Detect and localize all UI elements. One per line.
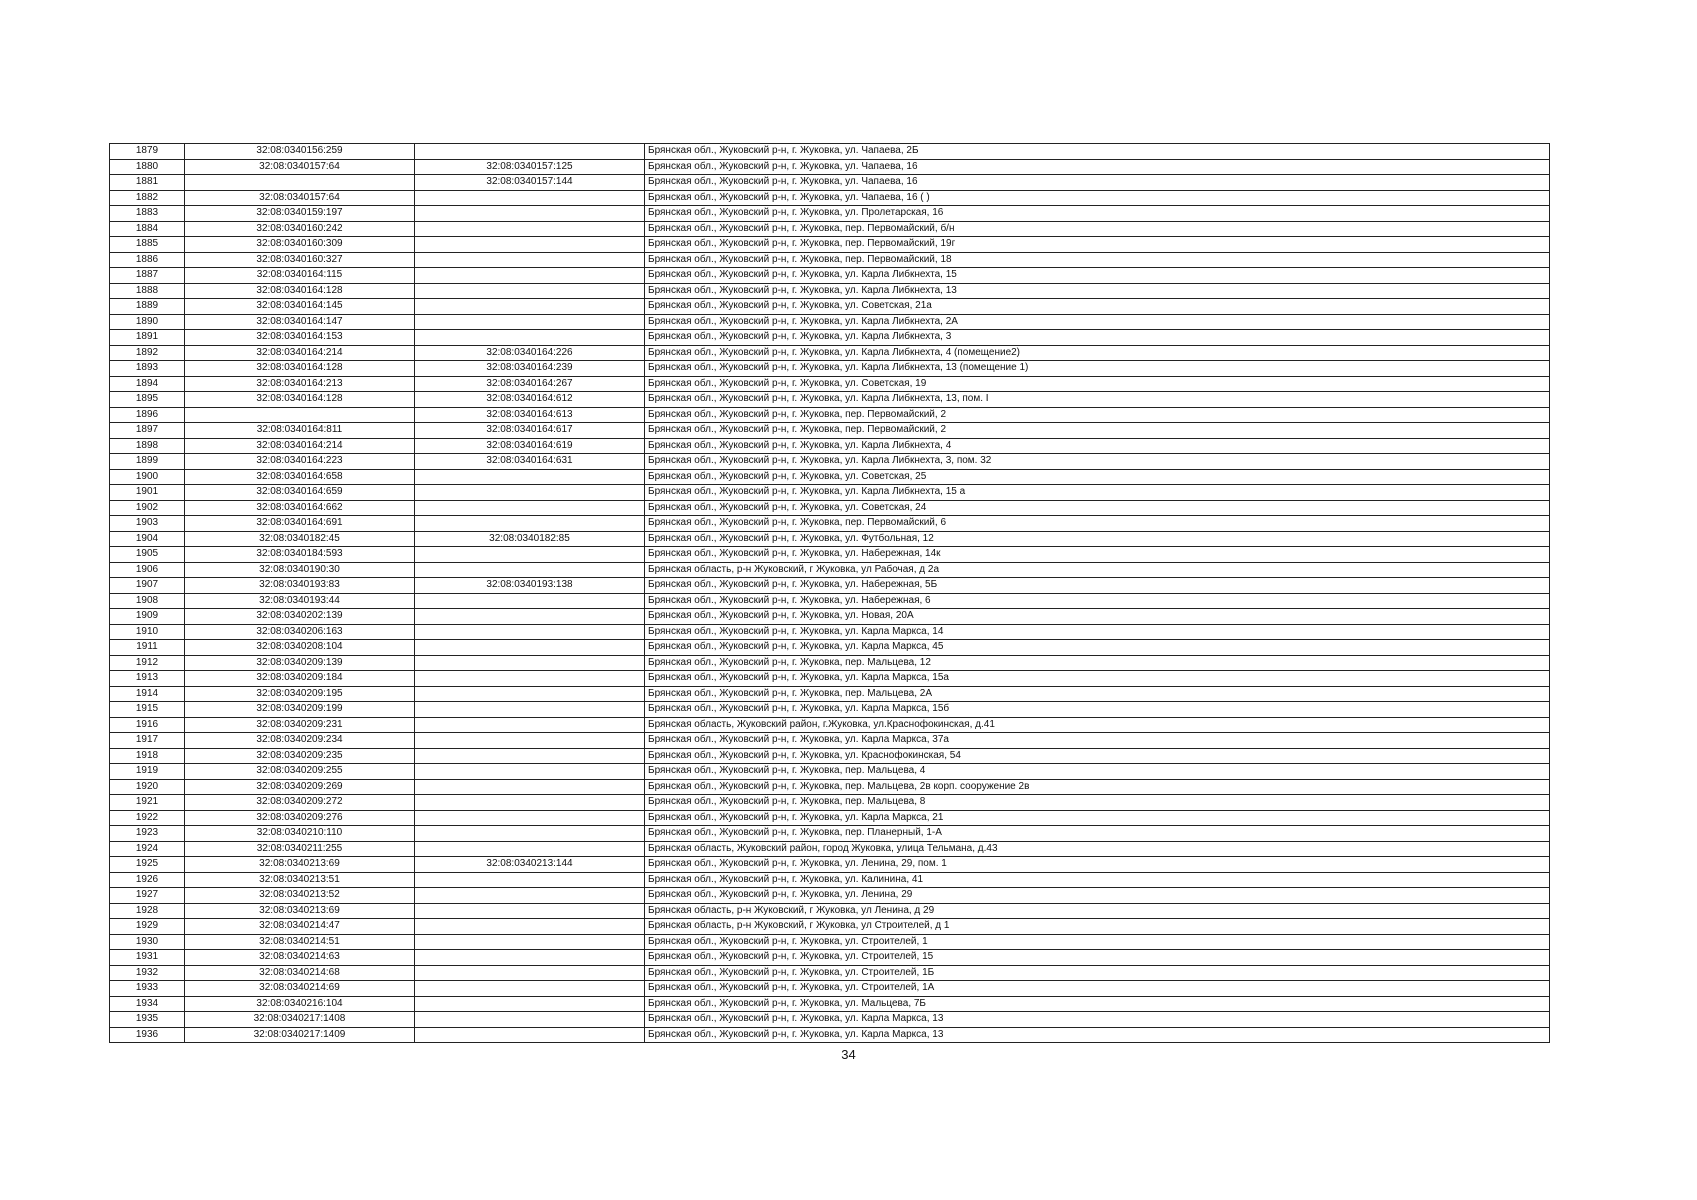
row-number-cell: 1891 (110, 330, 185, 346)
row-number-cell: 1895 (110, 392, 185, 408)
table-row (110, 779, 1550, 795)
table-row (110, 640, 1550, 656)
address-cell: Брянская обл., Жуковский р-н, г. Жуковка, ул. Карла Либкнехта, 4 (помещение2) (645, 345, 1550, 361)
related-cadastral-number-cell (415, 547, 645, 563)
address-cell: Брянская обл., Жуковский р-н, г. Жуковка, ул. Карла Либкнехта, 2А (645, 314, 1550, 330)
cadastral-number-cell: 32:08:0340182:45 (185, 531, 415, 547)
address-cell: Брянская область, Жуковский район, г.Жуковка, ул.Краснофокинская, д.41 (645, 717, 1550, 733)
cadastral-number-cell: 32:08:0340214:68 (185, 965, 415, 981)
property-table-body (110, 144, 1550, 1043)
cadastral-number-cell: 32:08:0340213:69 (185, 857, 415, 873)
table-row (110, 671, 1550, 687)
cadastral-number-cell: 32:08:0340209:199 (185, 702, 415, 718)
table-row (110, 919, 1550, 935)
related-cadastral-number-cell: 32:08:0340164:612 (415, 392, 645, 408)
related-cadastral-number-cell: 32:08:0340164:619 (415, 438, 645, 454)
address-cell: Брянская обл., Жуковский р-н, г. Жуковка, пер. Планерный, 1-А (645, 826, 1550, 842)
address-cell: Брянская обл., Жуковский р-н, г. Жуковка, ул. Карла Маркса, 13 (645, 1012, 1550, 1028)
address-cell: Брянская область, р-н Жуковский, г Жуковка, ул Рабочая, д 2а (645, 562, 1550, 578)
address-cell: Брянская обл., Жуковский р-н, г. Жуковка, пер. Мальцева, 8 (645, 795, 1550, 811)
related-cadastral-number-cell (415, 795, 645, 811)
row-number-cell: 1892 (110, 345, 185, 361)
row-number-cell: 1924 (110, 841, 185, 857)
row-number-cell: 1926 (110, 872, 185, 888)
row-number-cell: 1889 (110, 299, 185, 315)
cadastral-number-cell: 32:08:0340209:255 (185, 764, 415, 780)
related-cadastral-number-cell: 32:08:0340164:239 (415, 361, 645, 377)
address-cell: Брянская обл., Жуковский р-н, г. Жуковка, пер. Мальцева, 2А (645, 686, 1550, 702)
related-cadastral-number-cell (415, 950, 645, 966)
address-cell: Брянская обл., Жуковский р-н, г. Жуковка, ул. Советская, 19 (645, 376, 1550, 392)
row-number-cell: 1911 (110, 640, 185, 656)
cadastral-number-cell: 32:08:0340214:63 (185, 950, 415, 966)
address-cell: Брянская область, Жуковский район, город Жуковка, улица Тельмана, д.43 (645, 841, 1550, 857)
table-row (110, 1027, 1550, 1043)
related-cadastral-number-cell (415, 888, 645, 904)
related-cadastral-number-cell: 32:08:0340157:125 (415, 159, 645, 175)
cadastral-number-cell: 32:08:0340164:658 (185, 469, 415, 485)
row-number-cell: 1901 (110, 485, 185, 501)
table-row (110, 903, 1550, 919)
table-row (110, 965, 1550, 981)
row-number-cell: 1913 (110, 671, 185, 687)
row-number-cell: 1893 (110, 361, 185, 377)
cadastral-number-cell: 32:08:0340193:44 (185, 593, 415, 609)
address-cell: Брянская обл., Жуковский р-н, г. Жуковка, ул. Краснофокинская, 54 (645, 748, 1550, 764)
cadastral-number-cell: 32:08:0340164:128 (185, 361, 415, 377)
cadastral-number-cell (185, 407, 415, 423)
cadastral-number-cell: 32:08:0340217:1409 (185, 1027, 415, 1043)
cadastral-number-cell: 32:08:0340160:327 (185, 252, 415, 268)
related-cadastral-number-cell (415, 810, 645, 826)
table-row (110, 888, 1550, 904)
row-number-cell: 1936 (110, 1027, 185, 1043)
cadastral-number-cell: 32:08:0340157:64 (185, 190, 415, 206)
row-number-cell: 1883 (110, 206, 185, 222)
related-cadastral-number-cell (415, 516, 645, 532)
table-row (110, 314, 1550, 330)
related-cadastral-number-cell (415, 764, 645, 780)
cadastral-number-cell (185, 175, 415, 191)
table-row (110, 175, 1550, 191)
table-row (110, 500, 1550, 516)
address-cell: Брянская обл., Жуковский р-н, г. Жуковка, ул. Карла Либкнехта, 13, пом. I (645, 392, 1550, 408)
related-cadastral-number-cell (415, 733, 645, 749)
table-row (110, 144, 1550, 160)
row-number-cell: 1908 (110, 593, 185, 609)
related-cadastral-number-cell (415, 500, 645, 516)
cadastral-number-cell: 32:08:0340209:272 (185, 795, 415, 811)
address-cell: Брянская обл., Жуковский р-н, г. Жуковка, ул. Советская, 21а (645, 299, 1550, 315)
related-cadastral-number-cell (415, 671, 645, 687)
row-number-cell: 1882 (110, 190, 185, 206)
row-number-cell: 1896 (110, 407, 185, 423)
cadastral-number-cell: 32:08:0340164:662 (185, 500, 415, 516)
related-cadastral-number-cell: 32:08:0340182:85 (415, 531, 645, 547)
table-row (110, 469, 1550, 485)
row-number-cell: 1899 (110, 454, 185, 470)
address-cell: Брянская обл., Жуковский р-н, г. Жуковка, пер. Первомайский, 19г (645, 237, 1550, 253)
related-cadastral-number-cell (415, 252, 645, 268)
cadastral-number-cell: 32:08:0340214:47 (185, 919, 415, 935)
address-cell: Брянская обл., Жуковский р-н, г. Жуковка, ул. Набережная, 5Б (645, 578, 1550, 594)
cadastral-number-cell: 32:08:0340214:69 (185, 981, 415, 997)
table-row (110, 407, 1550, 423)
row-number-cell: 1885 (110, 237, 185, 253)
row-number-cell: 1903 (110, 516, 185, 532)
cadastral-number-cell: 32:08:0340160:242 (185, 221, 415, 237)
related-cadastral-number-cell (415, 1027, 645, 1043)
row-number-cell: 1934 (110, 996, 185, 1012)
cadastral-number-cell: 32:08:0340206:163 (185, 624, 415, 640)
table-row (110, 237, 1550, 253)
cadastral-number-cell: 32:08:0340209:276 (185, 810, 415, 826)
row-number-cell: 1927 (110, 888, 185, 904)
address-cell: Брянская обл., Жуковский р-н, г. Жуковка, пер. Мальцева, 2в корп. сооружение 2в (645, 779, 1550, 795)
table-row (110, 810, 1550, 826)
row-number-cell: 1916 (110, 717, 185, 733)
address-cell: Брянская обл., Жуковский р-н, г. Жуковка, ул. Карла Маркса, 37а (645, 733, 1550, 749)
cadastral-number-cell: 32:08:0340164:811 (185, 423, 415, 439)
table-row (110, 485, 1550, 501)
related-cadastral-number-cell (415, 919, 645, 935)
table-row (110, 764, 1550, 780)
address-cell: Брянская обл., Жуковский р-н, г. Жуковка, ул. Ленина, 29 (645, 888, 1550, 904)
table-row (110, 299, 1550, 315)
related-cadastral-number-cell: 32:08:0340164:631 (415, 454, 645, 470)
table-row (110, 841, 1550, 857)
address-cell: Брянская обл., Жуковский р-н, г. Жуковка, пер. Первомайский, 18 (645, 252, 1550, 268)
address-cell: Брянская обл., Жуковский р-н, г. Жуковка, ул. Карла Маркса, 21 (645, 810, 1550, 826)
related-cadastral-number-cell (415, 237, 645, 253)
table-row (110, 857, 1550, 873)
row-number-cell: 1904 (110, 531, 185, 547)
address-cell: Брянская обл., Жуковский р-н, г. Жуковка, ул. Карла Маркса, 14 (645, 624, 1550, 640)
row-number-cell: 1900 (110, 469, 185, 485)
address-cell: Брянская обл., Жуковский р-н, г. Жуковка, пер. Первомайский, 6 (645, 516, 1550, 532)
row-number-cell: 1906 (110, 562, 185, 578)
address-cell: Брянская обл., Жуковский р-н, г. Жуковка, ул. Пролетарская, 16 (645, 206, 1550, 222)
address-cell: Брянская обл., Жуковский р-н, г. Жуковка, ул. Калинина, 41 (645, 872, 1550, 888)
cadastral-number-cell: 32:08:0340213:51 (185, 872, 415, 888)
address-cell: Брянская обл., Жуковский р-н, г. Жуковка, пер. Мальцева, 4 (645, 764, 1550, 780)
address-cell: Брянская обл., Жуковский р-н, г. Жуковка, ул. Строителей, 1Б (645, 965, 1550, 981)
address-cell: Брянская область, р-н Жуковский, г Жуковка, ул Строителей, д 1 (645, 919, 1550, 935)
address-cell: Брянская обл., Жуковский р-н, г. Жуковка, пер. Мальцева, 12 (645, 655, 1550, 671)
table-row (110, 392, 1550, 408)
cadastral-number-cell: 32:08:0340209:195 (185, 686, 415, 702)
related-cadastral-number-cell (415, 562, 645, 578)
table-row (110, 330, 1550, 346)
table-row (110, 702, 1550, 718)
address-cell: Брянская обл., Жуковский р-н, г. Жуковка, ул. Карла Либкнехта, 3, пом. 32 (645, 454, 1550, 470)
related-cadastral-number-cell (415, 996, 645, 1012)
property-table (109, 143, 1550, 1043)
address-cell: Брянская обл., Жуковский р-н, г. Жуковка, ул. Новая, 20А (645, 609, 1550, 625)
table-row (110, 159, 1550, 175)
row-number-cell: 1933 (110, 981, 185, 997)
related-cadastral-number-cell (415, 283, 645, 299)
address-cell: Брянская обл., Жуковский р-н, г. Жуковка, ул. Советская, 25 (645, 469, 1550, 485)
cadastral-number-cell: 32:08:0340157:64 (185, 159, 415, 175)
address-cell: Брянская обл., Жуковский р-н, г. Жуковка, ул. Футбольная, 12 (645, 531, 1550, 547)
address-cell: Брянская обл., Жуковский р-н, г. Жуковка, ул. Советская, 24 (645, 500, 1550, 516)
related-cadastral-number-cell: 32:08:0340157:144 (415, 175, 645, 191)
related-cadastral-number-cell (415, 655, 645, 671)
address-cell: Брянская обл., Жуковский р-н, г. Жуковка, ул. Набережная, 14к (645, 547, 1550, 563)
related-cadastral-number-cell (415, 144, 645, 160)
table-row (110, 1012, 1550, 1028)
table-row (110, 206, 1550, 222)
address-cell: Брянская обл., Жуковский р-н, г. Жуковка, ул. Строителей, 15 (645, 950, 1550, 966)
table-row (110, 609, 1550, 625)
address-cell: Брянская обл., Жуковский р-н, г. Жуковка, ул. Карла Маркса, 45 (645, 640, 1550, 656)
address-cell: Брянская обл., Жуковский р-н, г. Жуковка, ул. Мальцева, 7Б (645, 996, 1550, 1012)
row-number-cell: 1932 (110, 965, 185, 981)
row-number-cell: 1919 (110, 764, 185, 780)
cadastral-number-cell: 32:08:0340159:197 (185, 206, 415, 222)
table-row (110, 996, 1550, 1012)
row-number-cell: 1909 (110, 609, 185, 625)
address-cell: Брянская обл., Жуковский р-н, г. Жуковка, ул. Карла Либкнехта, 3 (645, 330, 1550, 346)
table-row (110, 423, 1550, 439)
cadastral-number-cell: 32:08:0340214:51 (185, 934, 415, 950)
cadastral-number-cell: 32:08:0340209:269 (185, 779, 415, 795)
row-number-cell: 1921 (110, 795, 185, 811)
cadastral-number-cell: 32:08:0340164:153 (185, 330, 415, 346)
table-row (110, 593, 1550, 609)
address-cell: Брянская обл., Жуковский р-н, г. Жуковка, ул. Карла Маркса, 15б (645, 702, 1550, 718)
related-cadastral-number-cell: 32:08:0340164:613 (415, 407, 645, 423)
row-number-cell: 1931 (110, 950, 185, 966)
address-cell: Брянская область, р-н Жуковский, г Жуковка, ул Ленина, д 29 (645, 903, 1550, 919)
related-cadastral-number-cell: 32:08:0340193:138 (415, 578, 645, 594)
table-row (110, 717, 1550, 733)
row-number-cell: 1918 (110, 748, 185, 764)
cadastral-number-cell: 32:08:0340156:259 (185, 144, 415, 160)
related-cadastral-number-cell (415, 702, 645, 718)
cadastral-number-cell: 32:08:0340213:52 (185, 888, 415, 904)
related-cadastral-number-cell (415, 1012, 645, 1028)
related-cadastral-number-cell (415, 841, 645, 857)
table-row (110, 531, 1550, 547)
table-row (110, 934, 1550, 950)
table-row (110, 252, 1550, 268)
table-row (110, 733, 1550, 749)
row-number-cell: 1914 (110, 686, 185, 702)
row-number-cell: 1925 (110, 857, 185, 873)
cadastral-number-cell: 32:08:0340209:184 (185, 671, 415, 687)
related-cadastral-number-cell (415, 190, 645, 206)
related-cadastral-number-cell (415, 965, 645, 981)
cadastral-number-cell: 32:08:0340217:1408 (185, 1012, 415, 1028)
table-row (110, 655, 1550, 671)
row-number-cell: 1923 (110, 826, 185, 842)
related-cadastral-number-cell (415, 206, 645, 222)
row-number-cell: 1897 (110, 423, 185, 439)
address-cell: Брянская обл., Жуковский р-н, г. Жуковка, пер. Первомайский, 2 (645, 423, 1550, 439)
table-row (110, 624, 1550, 640)
related-cadastral-number-cell (415, 593, 645, 609)
row-number-cell: 1881 (110, 175, 185, 191)
address-cell: Брянская обл., Жуковский р-н, г. Жуковка, ул. Карла Либкнехта, 4 (645, 438, 1550, 454)
address-cell: Брянская обл., Жуковский р-н, г. Жуковка, ул. Строителей, 1А (645, 981, 1550, 997)
row-number-cell: 1935 (110, 1012, 185, 1028)
row-number-cell: 1898 (110, 438, 185, 454)
table-row (110, 562, 1550, 578)
related-cadastral-number-cell (415, 469, 645, 485)
related-cadastral-number-cell (415, 686, 645, 702)
row-number-cell: 1929 (110, 919, 185, 935)
related-cadastral-number-cell (415, 934, 645, 950)
row-number-cell: 1894 (110, 376, 185, 392)
cadastral-number-cell: 32:08:0340211:255 (185, 841, 415, 857)
row-number-cell: 1920 (110, 779, 185, 795)
cadastral-number-cell: 32:08:0340216:104 (185, 996, 415, 1012)
table-row (110, 268, 1550, 284)
row-number-cell: 1905 (110, 547, 185, 563)
table-row (110, 981, 1550, 997)
cadastral-number-cell: 32:08:0340209:231 (185, 717, 415, 733)
related-cadastral-number-cell: 32:08:0340164:226 (415, 345, 645, 361)
row-number-cell: 1910 (110, 624, 185, 640)
related-cadastral-number-cell (415, 609, 645, 625)
related-cadastral-number-cell: 32:08:0340164:267 (415, 376, 645, 392)
row-number-cell: 1930 (110, 934, 185, 950)
cadastral-number-cell: 32:08:0340209:234 (185, 733, 415, 749)
related-cadastral-number-cell (415, 485, 645, 501)
table-row (110, 190, 1550, 206)
cadastral-number-cell: 32:08:0340164:213 (185, 376, 415, 392)
address-cell: Брянская обл., Жуковский р-н, г. Жуковка, ул. Карла Либкнехта, 15 (645, 268, 1550, 284)
cadastral-number-cell: 32:08:0340164:128 (185, 283, 415, 299)
row-number-cell: 1917 (110, 733, 185, 749)
row-number-cell: 1880 (110, 159, 185, 175)
address-cell: Брянская обл., Жуковский р-н, г. Жуковка, ул. Чапаева, 16 (645, 159, 1550, 175)
address-cell: Брянская обл., Жуковский р-н, г. Жуковка, ул. Карла Маркса, 15а (645, 671, 1550, 687)
table-row (110, 872, 1550, 888)
table-row (110, 516, 1550, 532)
related-cadastral-number-cell (415, 903, 645, 919)
row-number-cell: 1912 (110, 655, 185, 671)
related-cadastral-number-cell (415, 624, 645, 640)
cadastral-number-cell: 32:08:0340164:115 (185, 268, 415, 284)
related-cadastral-number-cell (415, 826, 645, 842)
table-row (110, 547, 1550, 563)
table-row (110, 826, 1550, 842)
address-cell: Брянская обл., Жуковский р-н, г. Жуковка, ул. Чапаева, 2Б (645, 144, 1550, 160)
cadastral-number-cell: 32:08:0340184:593 (185, 547, 415, 563)
table-row (110, 376, 1550, 392)
cadastral-number-cell: 32:08:0340164:214 (185, 345, 415, 361)
cadastral-number-cell: 32:08:0340202:139 (185, 609, 415, 625)
cadastral-number-cell: 32:08:0340209:139 (185, 655, 415, 671)
address-cell: Брянская обл., Жуковский р-н, г. Жуковка, ул. Карла Либкнехта, 15 а (645, 485, 1550, 501)
related-cadastral-number-cell (415, 314, 645, 330)
cadastral-number-cell: 32:08:0340193:83 (185, 578, 415, 594)
cadastral-number-cell: 32:08:0340164:659 (185, 485, 415, 501)
table-row (110, 361, 1550, 377)
address-cell: Брянская обл., Жуковский р-н, г. Жуковка, пер. Первомайский, 2 (645, 407, 1550, 423)
cadastral-number-cell: 32:08:0340190:30 (185, 562, 415, 578)
table-row (110, 748, 1550, 764)
related-cadastral-number-cell (415, 330, 645, 346)
table-row (110, 454, 1550, 470)
cadastral-number-cell: 32:08:0340209:235 (185, 748, 415, 764)
cadastral-number-cell: 32:08:0340164:223 (185, 454, 415, 470)
address-cell: Брянская обл., Жуковский р-н, г. Жуковка, ул. Строителей, 1 (645, 934, 1550, 950)
cadastral-number-cell: 32:08:0340213:69 (185, 903, 415, 919)
address-cell: Брянская обл., Жуковский р-н, г. Жуковка, пер. Первомайский, б/н (645, 221, 1550, 237)
address-cell: Брянская обл., Жуковский р-н, г. Жуковка, ул. Карла Маркса, 13 (645, 1027, 1550, 1043)
table-row (110, 578, 1550, 594)
table-row (110, 345, 1550, 361)
row-number-cell: 1884 (110, 221, 185, 237)
table-row (110, 686, 1550, 702)
address-cell: Брянская обл., Жуковский р-н, г. Жуковка, ул. Чапаева, 16 ( ) (645, 190, 1550, 206)
table-row (110, 950, 1550, 966)
row-number-cell: 1890 (110, 314, 185, 330)
table-row (110, 795, 1550, 811)
related-cadastral-number-cell (415, 981, 645, 997)
related-cadastral-number-cell: 32:08:0340164:617 (415, 423, 645, 439)
cadastral-number-cell: 32:08:0340164:147 (185, 314, 415, 330)
related-cadastral-number-cell (415, 872, 645, 888)
row-number-cell: 1922 (110, 810, 185, 826)
address-cell: Брянская обл., Жуковский р-н, г. Жуковка, ул. Карла Либкнехта, 13 (помещение 1) (645, 361, 1550, 377)
related-cadastral-number-cell (415, 717, 645, 733)
row-number-cell: 1879 (110, 144, 185, 160)
related-cadastral-number-cell: 32:08:0340213:144 (415, 857, 645, 873)
row-number-cell: 1886 (110, 252, 185, 268)
address-cell: Брянская обл., Жуковский р-н, г. Жуковка, ул. Карла Либкнехта, 13 (645, 283, 1550, 299)
related-cadastral-number-cell (415, 640, 645, 656)
address-cell: Брянская обл., Жуковский р-н, г. Жуковка, ул. Ленина, 29, пом. 1 (645, 857, 1550, 873)
table-row (110, 221, 1550, 237)
table-row (110, 283, 1550, 299)
row-number-cell: 1915 (110, 702, 185, 718)
related-cadastral-number-cell (415, 221, 645, 237)
cadastral-number-cell: 32:08:0340164:145 (185, 299, 415, 315)
cadastral-number-cell: 32:08:0340160:309 (185, 237, 415, 253)
cadastral-number-cell: 32:08:0340164:691 (185, 516, 415, 532)
address-cell: Брянская обл., Жуковский р-н, г. Жуковка, ул. Набережная, 6 (645, 593, 1550, 609)
table-row (110, 438, 1550, 454)
cadastral-number-cell: 32:08:0340164:214 (185, 438, 415, 454)
address-cell: Брянская обл., Жуковский р-н, г. Жуковка, ул. Чапаева, 16 (645, 175, 1550, 191)
row-number-cell: 1902 (110, 500, 185, 516)
cadastral-number-cell: 32:08:0340210:110 (185, 826, 415, 842)
related-cadastral-number-cell (415, 748, 645, 764)
row-number-cell: 1888 (110, 283, 185, 299)
related-cadastral-number-cell (415, 779, 645, 795)
related-cadastral-number-cell (415, 268, 645, 284)
cadastral-number-cell: 32:08:0340164:128 (185, 392, 415, 408)
page-number: 34 (841, 1047, 856, 1062)
row-number-cell: 1887 (110, 268, 185, 284)
row-number-cell: 1928 (110, 903, 185, 919)
row-number-cell: 1907 (110, 578, 185, 594)
cadastral-number-cell: 32:08:0340208:104 (185, 640, 415, 656)
related-cadastral-number-cell (415, 299, 645, 315)
